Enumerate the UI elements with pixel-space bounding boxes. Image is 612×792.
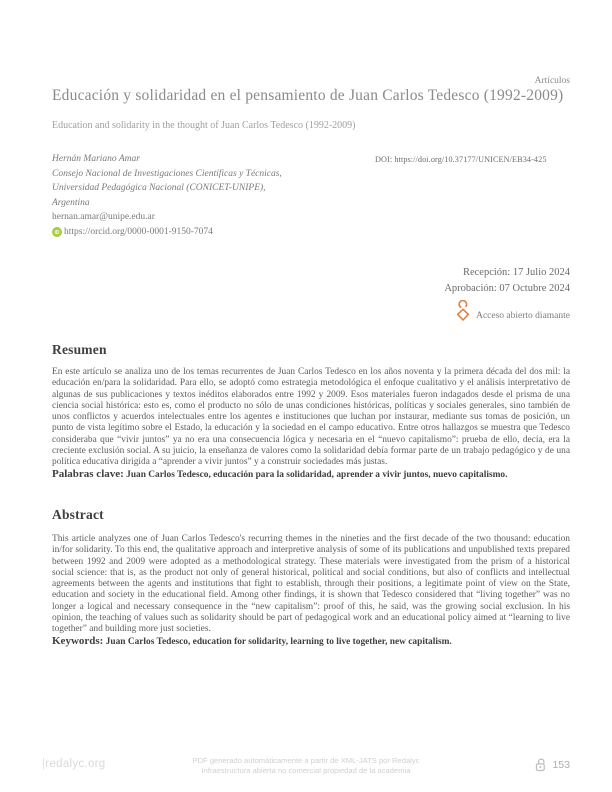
article-title-english: Education and solidarity in the thought of Juan Carlos Tedesco (1992-2009) bbox=[52, 120, 356, 131]
abstract-text: This article analyzes one of Juan Carlos Tedesco's recurring themes in the nineties and the first decade of the two thousand: education in/for solidarity. To this end, the qualitative approach and interpretive analysis of some of its publications and unpublished texts prepared between 1992 and 2009 were adopted as a methodological strategy. These materials were investigated from the prism of a historical social science: that is, as the product not only of general historical, political and social conditions, but also of conflicts and intellectual agreements between the agents and institutions that fight to establish, through their positions, a legitimate point of view on the State, education and society in the educational field. Among other findings, it is shown that Tedesco considered that “living together” was no longer a logical and necessary consequence in the “new capitalism”: proof of this, he said, was the growing social exclusion. In his opinion, the teaching of values such as solidarity should be part of pedagogical work and an educational policy aimed at “learning to live together” and building more just societies. bbox=[52, 534, 570, 635]
keywords-label: Keywords: bbox=[52, 634, 104, 647]
open-access-badge bbox=[455, 300, 570, 322]
author-block bbox=[52, 152, 372, 239]
resumen-heading: Resumen bbox=[52, 342, 107, 357]
author-email-link[interactable]: hernan.amar@unipe.edu.ar bbox=[52, 212, 155, 222]
abstract-heading: Abstract bbox=[52, 507, 104, 522]
abstract-section bbox=[52, 534, 570, 648]
palabras-clave-label: Palabras clave: bbox=[52, 467, 124, 480]
orcid-icon bbox=[52, 227, 62, 237]
dates-block bbox=[444, 265, 570, 296]
footer-right bbox=[534, 757, 570, 772]
doi-link[interactable]: DOI: https://doi.org/10.37177/UNICEN/EB34-425 bbox=[375, 155, 547, 164]
article-title: Educación y solidaridad en el pensamiento de Juan Carlos Tedesco (1992-2009) bbox=[52, 87, 564, 104]
page-footer bbox=[0, 753, 612, 783]
palabras-clave-line bbox=[52, 469, 570, 481]
svg-text:iD: iD bbox=[54, 229, 60, 236]
diamond-open-access-icon bbox=[455, 300, 471, 322]
keywords-line bbox=[52, 636, 570, 648]
approval-date: Aprobación: 07 Octubre 2024 bbox=[444, 282, 570, 294]
palabras-clave-text: Juan Carlos Tedesco, educación para la solidaridad, aprender a vivir juntos, nuevo capitalismo. bbox=[126, 469, 508, 480]
open-access-label: Acceso abierto diamante bbox=[476, 311, 570, 321]
page-number: 153 bbox=[552, 758, 570, 771]
reception-date: Recepción: 17 Julio 2024 bbox=[462, 267, 570, 278]
footer-generated-note bbox=[156, 756, 456, 776]
redalyc-logo: |redalyc.org bbox=[42, 758, 106, 770]
resumen-text: En este artículo se analiza uno de los temas recurrentes de Juan Carlos Tedesco en los años noventa y la primera década del dos mil: la educación en/para la solidaridad. Para ello, se adoptó como estrategia metodológica el enfoque cualitativo y el análisis interpretativo de algunas de sus publicaciones y textos inéditos elaborados entre 1992 y 2009. Esos materiales fueron indagados desde el prisma de una ciencia social histórica: esto es, como el producto no sólo de unas condiciones históricas, políticas y sociales generales, sino también de unos conflictos y acuerdos intelectuales entre los agentes e instituciones que luchan por instaurar, mediante sus tomas de posición, un punto de vista legítimo sobre el Estado, la educación y la sociedad en el campo educativo. Entre otros hallazgos se muestra que Tedesco consideraba que “vivir juntos” ya no era una consecuencia lógica y necesaria en el “nuevo capitalismo”: prueba de ello, decía, era la creciente exclusión social. A su juicio, la enseñanza de valores como la solidaridad debía formar parte de un trabajo pedagógico y de una política educativa dirigida a “aprender a vivir juntos” y a construir sociedades más justas. bbox=[52, 367, 570, 468]
orcid-link[interactable]: https://orcid.org/0000-0001-9150-7074 bbox=[64, 226, 213, 237]
footer-note-line1: PDF generado automáticamente a partir de XML-JATS por Redalyc bbox=[192, 756, 420, 765]
author-affiliation-1: Consejo Nacional de Investigaciones Científicas y Técnicas, bbox=[52, 168, 282, 179]
author-name: Hernán Mariano Amar bbox=[52, 154, 140, 164]
resumen-section bbox=[52, 367, 570, 481]
author-country: Argentina bbox=[52, 197, 90, 208]
keywords-text: Juan Carlos Tedesco, education for solidarity, learning to live together, new capitalism. bbox=[105, 636, 452, 647]
section-label: Artículos bbox=[534, 76, 570, 86]
footer-note-line2: Infraestructura abierta no comercial propiedad de la academia bbox=[201, 766, 411, 775]
open-lock-icon bbox=[534, 757, 547, 772]
author-affiliation-2: Universidad Pedagógica Nacional (CONICET-UNIPE), bbox=[52, 183, 266, 193]
